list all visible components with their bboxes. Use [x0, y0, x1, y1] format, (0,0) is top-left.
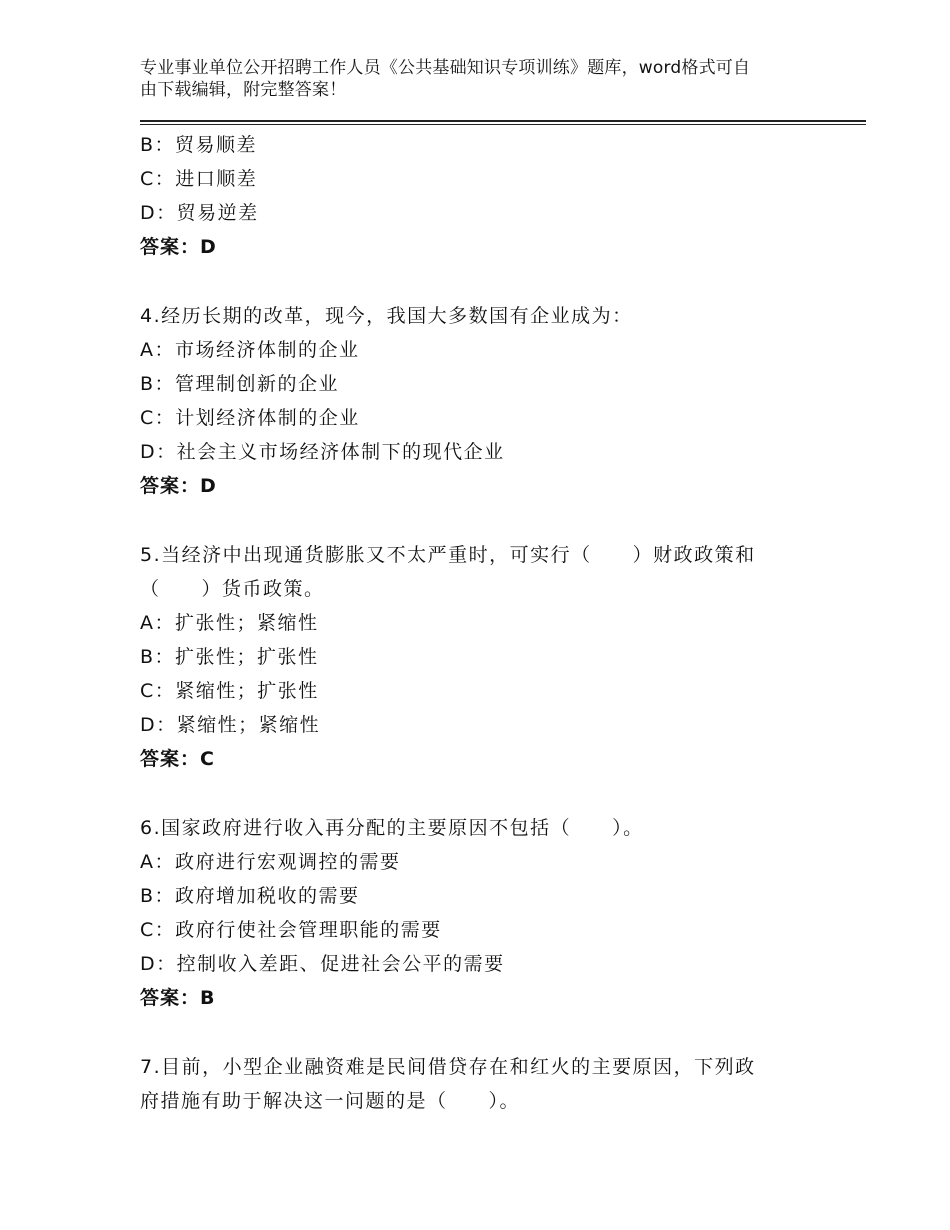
option-d: D：贸易逆差: [140, 202, 259, 224]
option-d: D：控制收入差距、促进社会公平的需要: [140, 953, 505, 975]
option-a: A：市场经济体制的企业: [140, 339, 360, 361]
question-stem-line-1: 7.目前，小型企业融资难是民间借贷存在和红火的主要原因，下列政: [140, 1056, 756, 1078]
answer: 答案：B: [140, 987, 216, 1009]
header-rule-thin: [140, 124, 866, 125]
option-d: D：社会主义市场经济体制下的现代企业: [140, 441, 505, 463]
answer: 答案：D: [140, 236, 217, 258]
spacer: [140, 503, 810, 538]
option-c: C：政府行使社会管理职能的需要: [140, 919, 442, 941]
question-stem-line-2: 府措施有助于解决这一问题的是（ ）。: [140, 1090, 521, 1112]
spacer: [140, 1015, 810, 1050]
option-c: C：进口顺差: [140, 168, 258, 190]
option-a: A：扩张性；紧缩性: [140, 612, 319, 634]
question-stem: 4.经历长期的改革，现今，我国大多数国有企业成为：: [140, 305, 633, 327]
option-d: D：紧缩性；紧缩性: [140, 714, 321, 736]
question-list: [140, 128, 810, 1118]
option-b: B：政府增加税收的需要: [140, 885, 360, 907]
option-c: C：计划经济体制的企业: [140, 407, 360, 429]
question-stem-line-2: （ ）货币政策。: [140, 578, 325, 600]
option-c: C：紧缩性；扩张性: [140, 680, 319, 702]
question-6: [140, 811, 810, 1015]
question-stem-line-1: 5.当经济中出现通货膨胀又不太严重时，可实行（ ）财政政策和: [140, 544, 756, 566]
header-rule-thick: [140, 120, 866, 122]
option-a: A：政府进行宏观调控的需要: [140, 851, 401, 873]
option-b: B：贸易顺差: [140, 134, 258, 156]
spacer: [140, 776, 810, 811]
question-5: [140, 538, 810, 776]
option-b: B：管理制创新的企业: [140, 373, 340, 395]
header-line-1: 专业事业单位公开招聘工作人员《公共基础知识专项训练》题库，word格式可自: [140, 58, 751, 78]
header-line-2: 由下载编辑，附完整答案！: [140, 80, 347, 100]
answer: 答案：D: [140, 475, 217, 497]
option-b: B：扩张性；扩张性: [140, 646, 319, 668]
spacer: [140, 264, 810, 299]
answer: 答案：C: [140, 748, 215, 770]
question-4: [140, 299, 810, 503]
question-stem: 6.国家政府进行收入再分配的主要原因不包括（ ）。: [140, 817, 644, 839]
question-3-tail: [140, 128, 810, 264]
page-header: [140, 57, 805, 101]
question-7: [140, 1050, 810, 1118]
